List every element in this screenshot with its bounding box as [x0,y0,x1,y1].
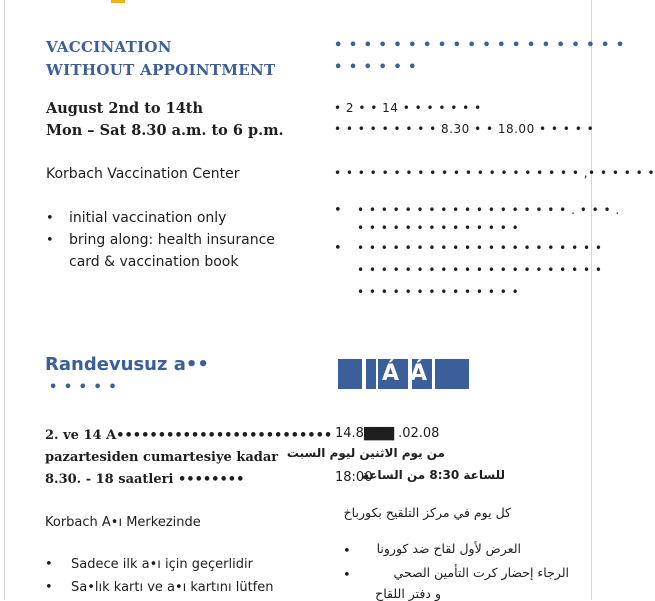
arabic-days: من يوم الاثنين ليوم السبت [286,446,445,460]
foreign-bullet1-line2: • • • • • • • • • • • • • • [357,221,520,235]
foreign-hours: • • • • • • • • • 8.30 • • 18.00 • • • • • [334,122,595,136]
garbled-title-blocks [338,359,469,389]
turkish-hours-line2: 8.30. - 18 saatleri •••••••• [45,472,245,487]
turkish-title-line1: Randevusuz a•• [45,354,209,375]
top-accent-mark [111,0,125,3]
arabic-center: كل يوم في مركز التلقيح بكورباخ [343,505,511,520]
turkish-bullet-1: Sadece ilk a•ı için geçerlidir [71,557,253,572]
english-dates: August 2nd to 14th [46,100,204,117]
garbled-block [338,359,362,389]
bullet-dot: • [334,203,342,218]
arabic-bullet-2-cont: و دفتر اللقاح [375,586,441,601]
arabic-bullet-1: العرض لأول لقاح ضد كورونا [376,541,521,556]
foreign-title-line2: • • • • • • [334,60,418,75]
english-title-line2: WITHOUT APPOINTMENT [46,61,276,79]
bullet-dot: • [334,241,342,256]
arabic-dates: 14.8▇▇▇ .02.08 [335,426,440,441]
english-hours: Mon – Sat 8.30 a.m. to 6 p.m. [46,122,284,139]
foreign-bullet2-line2: • • • • • • • • • • • • • • • • • • • • • [357,263,603,277]
bullet-dot: • [343,568,351,583]
garbled-title-char: Á [382,361,400,386]
foreign-dates: • 2 • • 14 • • • • • • • [334,101,482,115]
foreign-bullet2-line1: • • • • • • • • • • • • • • • • • • • • • [357,241,603,255]
turkish-hours-line1: pazartesiden cumartesiye kadar [45,450,279,465]
english-bullet-2-cont: card & vaccination book [69,254,239,270]
turkish-center: Korbach A•ı Merkezinde [45,515,201,530]
bullet-dot: • [343,544,351,559]
turkish-title-line2: • • • • • [49,380,118,395]
bullet-dot: • [45,557,53,572]
foreign-center: • • • • • • • • • • • • • • • • • • • • • ,• • • • • • [334,166,655,180]
turkish-bullet-2: Sa•lık kartı ve a•ı kartını lütfen [71,580,274,595]
english-bullet-1: initial vaccination only [69,210,227,226]
bullet-dot: • [46,233,54,248]
arabic-hours-suffix: للساعة 8:30 من الساعة [361,468,505,482]
foreign-bullet1-line1: • • • • • • • • • • • • • • • • • • . • • • . [357,203,620,217]
arabic-bullet-2: الرجاء إحضار كرت التأمين الصحي [393,565,569,580]
foreign-title-line1: • • • • • • • • • • • • • • • • • • • • [334,38,626,53]
foreign-bullet2-line3: • • • • • • • • • • • • • • [357,285,520,299]
english-title-line1: VACCINATION [46,38,172,56]
document-page [4,0,655,601]
garbled-title-char: Á [410,361,428,386]
garbled-block [366,359,376,389]
bullet-dot: • [46,211,54,226]
english-bullet-2: bring along: health insurance [69,232,275,248]
arabic-hours-value: 18:00 [335,470,373,485]
garbled-block [435,359,469,389]
english-center: Korbach Vaccination Center [46,166,240,182]
bullet-dot: • [45,580,53,595]
turkish-dates: 2. ve 14 A•••••••••••••••••••••••••• [45,428,333,443]
